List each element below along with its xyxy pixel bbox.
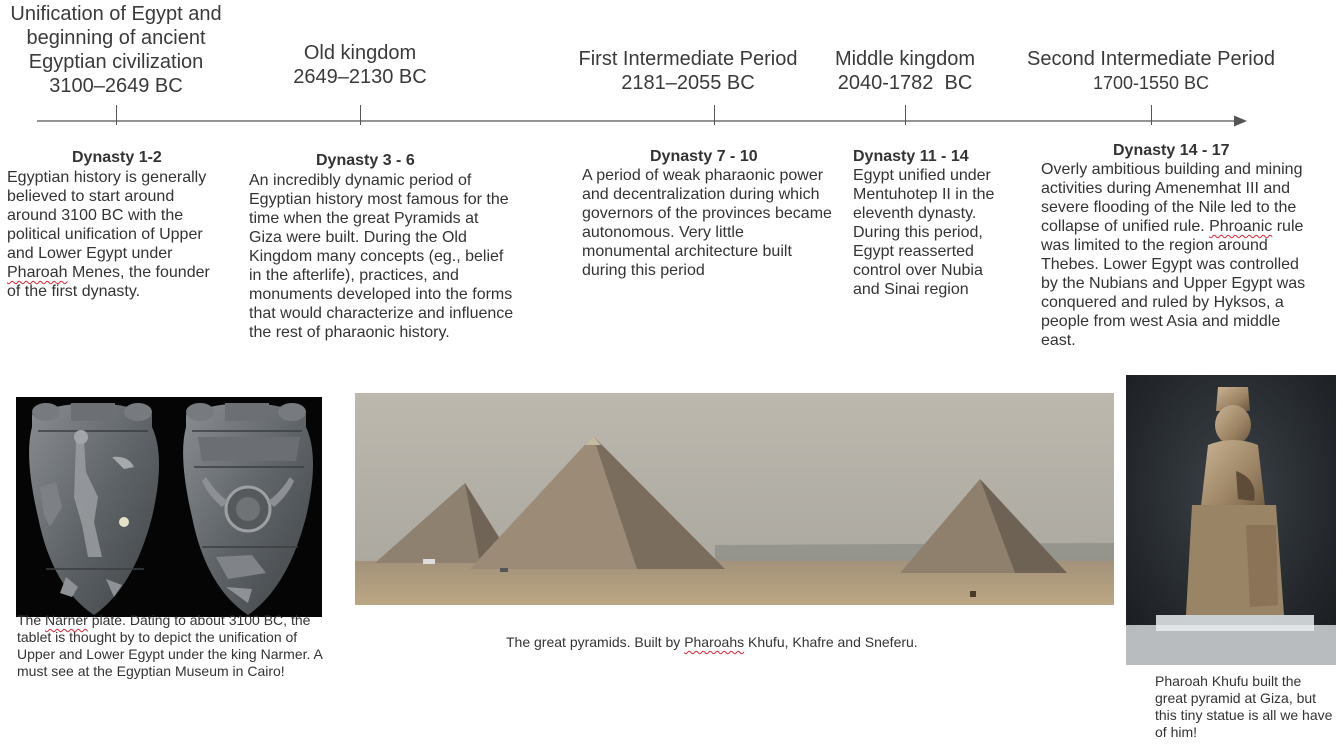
- timeline-tick: [1151, 105, 1152, 125]
- dynasty-description: Egyptian history is generally believed to start around around 3100 BC with the political unification of Upper and Lower Egypt under Pharoah Menes, the founder of the first dynasty.: [7, 169, 210, 300]
- timeline-arrowhead: [1234, 116, 1247, 127]
- palette-back: [183, 403, 313, 615]
- timeline-tick: [116, 105, 117, 125]
- period-name: First Intermediate Period: [578, 48, 798, 70]
- timeline-tick: [360, 105, 361, 125]
- khufu-caption: Pharoah Khufu built the great pyramid at Giza, but this tiny statue is all we have of him!: [1155, 673, 1333, 740]
- timeline-axis: [0, 110, 1343, 134]
- bus-shape: [423, 559, 435, 564]
- period-dates: 1700-1550 BC: [1092, 73, 1210, 93]
- dynasty-description: Egypt unified under Mentuhotep II in the eleventh dynasty. During this period, Egypt reasserted control over Nubia and Sinai region: [853, 167, 995, 298]
- dynasty-title: Dynasty 1-2: [72, 149, 162, 166]
- vehicle-shape: [500, 568, 508, 572]
- period-heading-second-intermediate: [1015, 47, 1287, 95]
- period-heading-middle-kingdom: [825, 47, 985, 95]
- period-name: Second Intermediate Period: [1027, 48, 1275, 70]
- dynasty-description: A period of weak pharaonic power and decentralization during which governors of the provinces became autonomous. Very little monumental architecture built during this period: [582, 167, 832, 279]
- narmer-palette-image: [16, 397, 322, 617]
- period-dates: 2040-1782 BC: [837, 72, 973, 94]
- dynasty-title: Dynasty 11 - 14: [853, 148, 969, 165]
- palette-front: [29, 403, 159, 615]
- dynasty-title: Dynasty 3 - 6: [316, 152, 415, 169]
- khufu-statue-image: [1126, 375, 1336, 665]
- dynasty-description: Overly ambitious building and mining activities during Amenemhat III and severe flooding of the Nile led to the collapse of unified rule. Phroanic rule was limited to the region around Thebes. Lower Egypt was controlled by the Nubians and Upper Egypt was conquered and ruled by Hyksos, a people from west Asia and middle east.: [1041, 161, 1306, 349]
- dynasty-title: Dynasty 14 - 17: [1113, 142, 1230, 159]
- period-heading-first-intermediate: [563, 47, 813, 95]
- period-dates: 3100–2649 BC: [49, 75, 183, 97]
- period-heading-old-kingdom: [255, 41, 465, 89]
- camel-shape: [970, 591, 976, 597]
- narmer-caption: The Narner plate. Dating to about 3100 BC, the tablet is thought by to depict the unification of Upper and Lower Egypt under the king Narmer. A must see at the Egyptian Museum in Cairo!: [17, 612, 323, 679]
- dynasty-title: Dynasty 7 - 10: [650, 148, 758, 165]
- period-name: Old kingdom: [303, 42, 417, 64]
- period-name: Middle kingdom: [834, 48, 976, 70]
- glass-base: [1156, 615, 1314, 631]
- period-dates: 2181–2055 BC: [621, 72, 755, 94]
- dynasty-description: An incredibly dynamic period of Egyptian history most famous for the time when the great Pyramids at Giza were built. During the Old Kingdom many concepts (eg., belief in the afterlife), practices, and monuments developed into the forms that would characterize and influence the rest of pharaonic history.: [249, 172, 514, 341]
- timeline-tick: [905, 105, 906, 125]
- period-heading-unification: [2, 2, 230, 98]
- period-name: Unification of Egypt and beginning of ancient Egyptian civilization: [10, 3, 222, 73]
- timeline-tick: [714, 105, 715, 125]
- pyramids-image: [355, 393, 1114, 605]
- period-dates: 2649–2130 BC: [293, 66, 427, 88]
- pyramids-caption: The great pyramids. Built by Pharoahs Khufu, Khafre and Sneferu.: [506, 634, 918, 650]
